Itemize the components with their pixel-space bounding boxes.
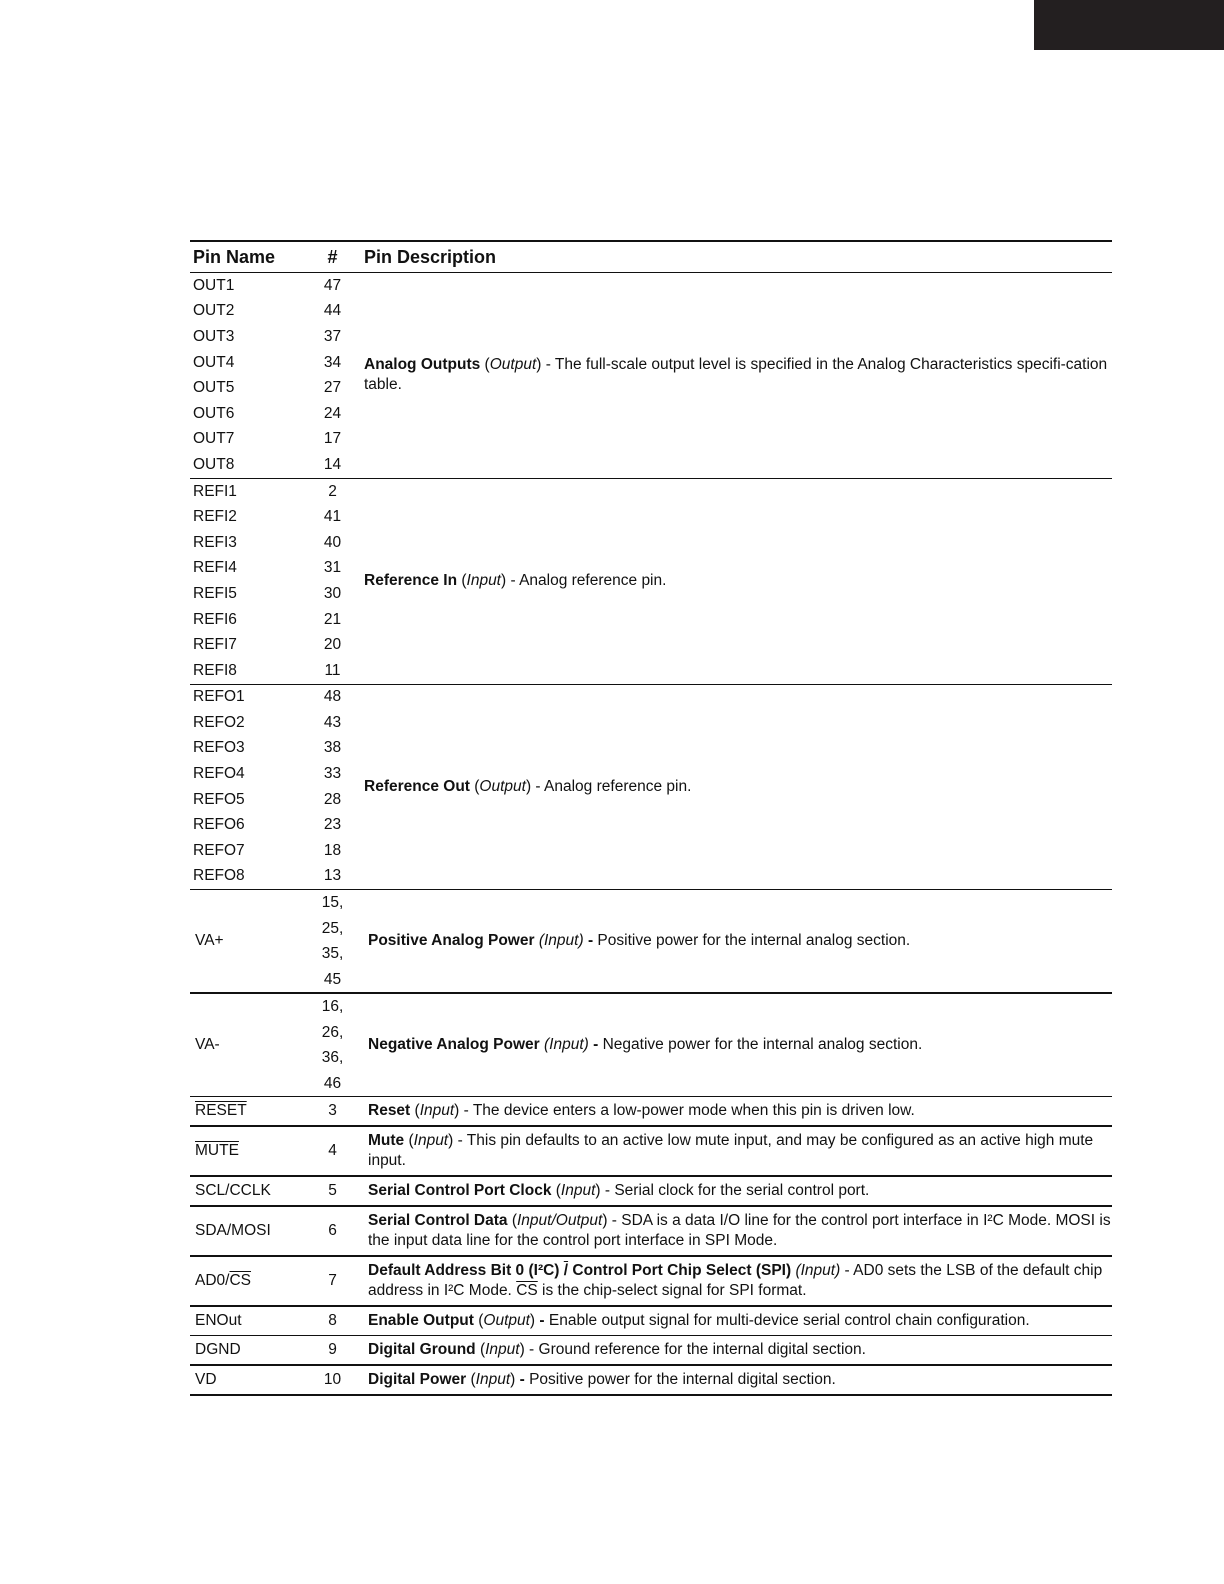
pin-name: OUT1 [193,276,235,294]
pin-number: 18 [323,841,342,859]
desc-paren: ( [507,1212,517,1230]
pin-number: 9 [328,1341,337,1359]
header-pin-number: # [327,246,338,267]
desc-title: Reference In [364,572,458,590]
pin-line [190,736,360,762]
pin-name: REFO4 [193,765,245,783]
pin-line [190,452,360,478]
pin-number: 8 [328,1312,337,1330]
pin-name: REFO2 [193,713,245,731]
pin-line [190,812,360,838]
pin-line [190,632,360,658]
pin-number: 26, [321,1023,344,1041]
desc-title: Positive Analog Power [368,932,535,950]
desc-text: ) - Analog reference pin. [525,777,692,795]
pin-name: REFI3 [193,533,237,551]
table-row-va-positive [190,890,1112,994]
desc-paren: ( [480,356,490,374]
table-row-sda-mosi [190,1207,1112,1257]
pin-name-cell [190,1127,305,1175]
pin-name: VA+ [195,932,224,950]
table-row-va-negative [190,994,1112,1097]
desc-dash: - [535,1312,545,1330]
desc-title: Negative Analog Power [368,1036,540,1054]
pin-number: 2 [328,482,337,500]
pin-line [190,504,360,530]
desc-title: Analog Outputs [364,356,481,374]
pin-number: 47 [323,276,342,294]
desc-text: ) - This pin defaults to an active low mute input, and may be configured as an active high mute input. [368,1132,1094,1170]
pin-line [190,864,360,890]
pin-description [360,1336,1112,1364]
desc-io-type: Input [485,1341,520,1359]
pin-number: 31 [323,559,342,577]
pin-line [190,479,360,505]
pin-number: 11 [324,661,341,679]
desc-paren: ( [475,1341,486,1359]
pin-description [360,1127,1112,1175]
desc-title-slash: / [563,1262,569,1280]
pin-line [190,581,360,607]
pin-number: 45 [323,970,342,988]
pin-name: OUT7 [193,430,235,448]
pin-name-cell [190,1097,305,1125]
pin-name: REFI2 [193,508,237,526]
pin-number: 34 [323,353,342,371]
pin-name: OUT5 [193,379,235,397]
pin-number: 44 [323,302,342,320]
desc-paren: ( [404,1132,414,1150]
pin-number: 38 [323,739,342,757]
desc-io-type: Output [479,777,526,795]
pin-name-cell [190,1257,305,1305]
pin-line [190,299,360,325]
corner-tab-block [1034,0,1224,50]
pin-line [190,375,360,401]
pin-number: 14 [323,455,342,473]
pin-line [190,530,360,556]
desc-io-type: Input [475,1371,511,1389]
pin-number: 20 [323,636,342,654]
pin-number: 27 [323,379,342,397]
table-header-row [190,242,1112,273]
pin-line [190,838,360,864]
desc-paren-close: ) [510,1371,516,1389]
pin-description [360,994,1112,1096]
table-row-vd [190,1366,1112,1396]
pin-line [190,607,360,633]
pin-number: 48 [323,688,342,706]
pin-description [360,479,1112,684]
pin-line [190,427,360,453]
pin-number: 7 [328,1272,337,1290]
pin-name: REFO6 [193,816,245,834]
table-row-ad0-cs [190,1257,1112,1307]
pin-description [360,1257,1112,1305]
pin-description [360,1307,1112,1335]
pin-name: DGND [195,1341,241,1359]
pin-name: REFI6 [193,610,237,628]
pin-number: 17 [323,430,342,448]
pin-name: OUT2 [193,302,235,320]
pin-name: VD [195,1371,217,1389]
desc-io-type: Output [483,1312,530,1330]
desc-paren: ( [466,1371,476,1389]
pin-name: AD0/ [195,1272,230,1290]
pin-number: 43 [323,713,342,731]
pin-line [190,710,360,736]
pin-number: 5 [328,1182,337,1200]
pin-name: OUT4 [193,353,235,371]
pin-line [190,685,360,711]
pin-line [190,324,360,350]
pin-name: ENOut [195,1312,242,1330]
desc-text: Positive power for the internal digital section. [524,1371,836,1389]
desc-text: ) - The device enters a low-power mode when this pin is driven low. [454,1102,915,1120]
desc-io-type: (Input) [544,1036,589,1054]
desc-title: Digital Ground [368,1341,476,1359]
desc-text: Positive power for the internal analog section. [593,932,911,950]
pin-description [360,1366,1112,1394]
pin-number: 23 [323,816,342,834]
pin-name: OUT6 [193,404,235,422]
desc-text: ) - The full-scale output level is specified in the Analog Characteristics specifi-cation table. [364,356,1108,394]
table-row-enout [190,1307,1112,1336]
pin-name: REFO3 [193,739,245,757]
pin-number: 13 [323,867,342,885]
pin-number: 41 [323,508,342,526]
desc-io-type: Input [413,1132,449,1150]
pin-name: REFO5 [193,790,245,808]
desc-dash: - [583,932,594,950]
pin-number: 35, [321,945,344,963]
pin-line [190,658,360,684]
pin-name: OUT8 [193,455,235,473]
pin-name: VA- [195,1036,220,1054]
pin-number-list [305,890,360,992]
pin-number: 6 [328,1222,337,1240]
desc-io-type: Input [466,572,501,590]
table-row-reference-in [190,479,1112,685]
pin-name: MUTE [195,1142,239,1160]
header-pin-description: Pin Description [364,246,497,267]
pin-number-list [305,994,360,1096]
pin-description [360,273,1112,478]
pin-description [360,1097,1112,1125]
pin-line [190,761,360,787]
table-row-reference-out [190,685,1112,891]
desc-title-b: Control Port Chip Select (SPI) [568,1262,792,1280]
pin-number: 21 [323,610,342,628]
table-row-scl-cclk [190,1177,1112,1207]
pin-name: REFI5 [193,584,237,602]
pin-description-table [190,240,1112,1396]
desc-io-type: Output [489,356,537,374]
desc-text: ) - Analog reference pin. [501,572,667,590]
pin-line [190,273,360,299]
pin-number: 24 [323,404,342,422]
pin-list [190,685,360,890]
desc-title: Serial Control Data [368,1212,508,1230]
desc-paren: ( [551,1182,561,1200]
pin-number: 37 [323,327,342,345]
pin-line [190,787,360,813]
pin-number: 40 [323,533,342,551]
desc-dash: - [588,1036,599,1054]
pin-number: 4 [328,1142,337,1160]
desc-paren: ( [410,1102,420,1120]
pin-number: 33 [323,765,342,783]
table-row-dgnd [190,1336,1112,1366]
desc-title: Digital Power [368,1371,467,1389]
desc-dash: - [515,1371,525,1389]
desc-text: Enable output signal for multi-device serial control chain configuration. [544,1312,1030,1330]
desc-text: ) - Ground reference for the internal digital section. [519,1341,866,1359]
desc-text-b: is the chip-select signal for SPI format. [537,1282,807,1300]
table-row-mute [190,1127,1112,1177]
pin-name: REFI4 [193,559,237,577]
pin-number: 10 [323,1371,342,1389]
pin-description [360,1177,1112,1205]
desc-text: Negative power for the internal analog section. [598,1036,923,1054]
pin-name: OUT3 [193,327,235,345]
pin-number: 28 [323,790,342,808]
pin-number: 30 [323,584,342,602]
desc-text: ) - SDA is a data I/O line for the control port interface in I²C Mode. MOSI is the input data line for the control port interface in SPI Mode. [368,1212,1111,1250]
pin-number: 15, [321,894,344,912]
pin-line [190,350,360,376]
pin-name: SCL/CCLK [195,1182,271,1200]
pin-number: 36, [321,1049,344,1067]
desc-paren: ( [469,777,480,795]
pin-name-overbar: $\overline{CS}$ [229,1272,252,1290]
pin-number: 46 [323,1074,342,1092]
desc-paren: ( [457,572,467,590]
pin-description [360,685,1112,890]
desc-text: ) - Serial clock for the serial control port. [595,1182,870,1200]
desc-title: Reset [368,1102,411,1120]
desc-io-type: (Input) [791,1262,841,1280]
pin-line [190,556,360,582]
table-row-analog-outputs [190,273,1112,479]
desc-title: Enable Output [368,1312,474,1330]
pin-number: 25, [321,919,344,937]
table-row-reset [190,1097,1112,1127]
desc-io-type: (Input) [538,932,584,950]
pin-list [190,479,360,684]
desc-title: Default Address Bit 0 (I²C) [368,1262,564,1280]
desc-paren: ( [473,1312,484,1330]
desc-io-type: Input [560,1182,596,1200]
pin-number: 16, [321,998,344,1016]
desc-paren-close: ) [529,1312,536,1330]
desc-io-type: Input/Output [517,1212,603,1230]
pin-name: SDA/MOSI [195,1222,271,1240]
pin-description [360,1207,1112,1255]
pin-name: REFO7 [193,841,245,859]
desc-text: - AD0 sets the LSB of the default chip address in I²C Mode. [368,1262,1103,1300]
pin-name: REFO1 [193,688,245,706]
pin-description [360,890,1112,992]
pin-name: REFI8 [193,661,237,679]
pin-name: REFI7 [193,636,237,654]
desc-title: Mute [368,1132,405,1150]
pin-name: RESET [195,1102,247,1120]
pin-list [190,273,360,478]
pin-line [190,401,360,427]
desc-cs-overbar: $\overline{CS}$ [516,1282,538,1300]
header-pin-name: Pin Name [193,246,276,267]
desc-title: Reference Out [364,777,470,795]
pin-name: REFO8 [193,867,245,885]
pin-number: 3 [328,1102,337,1120]
pin-name: REFI1 [193,482,237,500]
desc-title: Serial Control Port Clock [368,1182,552,1200]
desc-io-type: Input [419,1102,455,1120]
